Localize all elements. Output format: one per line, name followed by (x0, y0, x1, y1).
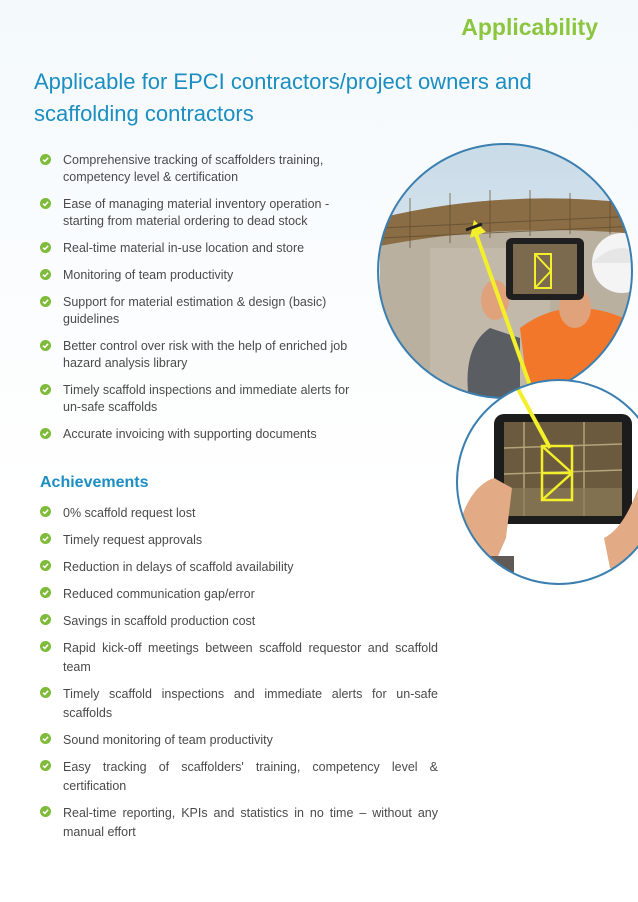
check-circle-icon (40, 506, 51, 517)
list-item (40, 267, 360, 284)
list-item (40, 294, 360, 328)
check-circle-icon (40, 384, 51, 395)
check-circle-icon (40, 641, 51, 652)
list-item-text: Reduction in delays of scaffold availability (63, 560, 294, 574)
list-item-text: Ease of managing material inventory operation - starting from material ordering to dead stock (63, 197, 330, 228)
check-circle-icon (40, 806, 51, 817)
list-item-text: 0% scaffold request lost (63, 506, 196, 520)
check-circle-icon (40, 242, 51, 253)
check-circle-icon (40, 687, 51, 698)
list-item-text: Savings in scaffold production cost (63, 614, 256, 628)
achievements-list (40, 504, 438, 850)
list-item (40, 196, 360, 230)
check-circle-icon (40, 533, 51, 544)
list-item-text: Comprehensive tracking of scaffolders training, competency level & certification (63, 153, 324, 184)
check-circle-icon (40, 340, 51, 351)
list-item (40, 758, 438, 796)
list-item-text: Real-time material in-use location and store (63, 241, 305, 255)
list-item-text: Easy tracking of scaffolders' training, competency level & certification (63, 760, 438, 793)
check-circle-icon (40, 154, 51, 165)
list-item (40, 585, 438, 604)
list-item (40, 152, 360, 186)
list-item-text: Monitoring of team productivity (63, 268, 234, 282)
check-circle-icon (40, 560, 51, 571)
list-item-text: Sound monitoring of team productivity (63, 733, 273, 747)
achievements-title: Achievements (40, 474, 149, 491)
check-circle-icon (40, 614, 51, 625)
check-circle-icon (40, 198, 51, 209)
list-item-text: Rapid kick-off meetings between scaffold requestor and scaffold team (63, 641, 438, 674)
list-item (40, 804, 438, 842)
list-item (40, 531, 438, 550)
check-circle-icon (40, 760, 51, 771)
list-item-text: Accurate invoicing with supporting documents (63, 427, 317, 441)
check-circle-icon (40, 428, 51, 439)
check-circle-icon (40, 296, 51, 307)
list-item (40, 685, 438, 723)
scaffold-tower-photo (370, 138, 638, 408)
section-header: Applicability (461, 14, 598, 40)
list-item-text: Timely request approvals (63, 533, 203, 547)
list-item-text: Better control over risk with the help of enriched job hazard analysis library (63, 339, 348, 370)
list-item-text: Real-time reporting, KPIs and statistics in no time – without any manual effort (63, 806, 438, 839)
list-item (40, 639, 438, 677)
list-item (40, 504, 438, 523)
list-item-text: Timely scaffold inspections and immediate alerts for un-safe scaffolds (63, 383, 350, 414)
list-item (40, 558, 438, 577)
list-item (40, 338, 360, 372)
page-title: Applicable for EPCI contractors/project owners and scaffolding contractors (34, 69, 532, 126)
list-item (40, 612, 438, 631)
list-item (40, 240, 360, 257)
list-item (40, 426, 360, 443)
applicability-list (40, 152, 360, 453)
list-item-text: Support for material estimation & design (basic) guidelines (63, 295, 327, 326)
check-circle-icon (40, 587, 51, 598)
check-circle-icon (40, 733, 51, 744)
list-item-text: Reduced communication gap/error (63, 587, 255, 601)
check-circle-icon (40, 269, 51, 280)
list-item (40, 731, 438, 750)
tablet-inspection-photo (454, 378, 638, 588)
list-item (40, 382, 360, 416)
list-item-text: Timely scaffold inspections and immediate alerts for un-safe scaffolds (63, 687, 438, 720)
